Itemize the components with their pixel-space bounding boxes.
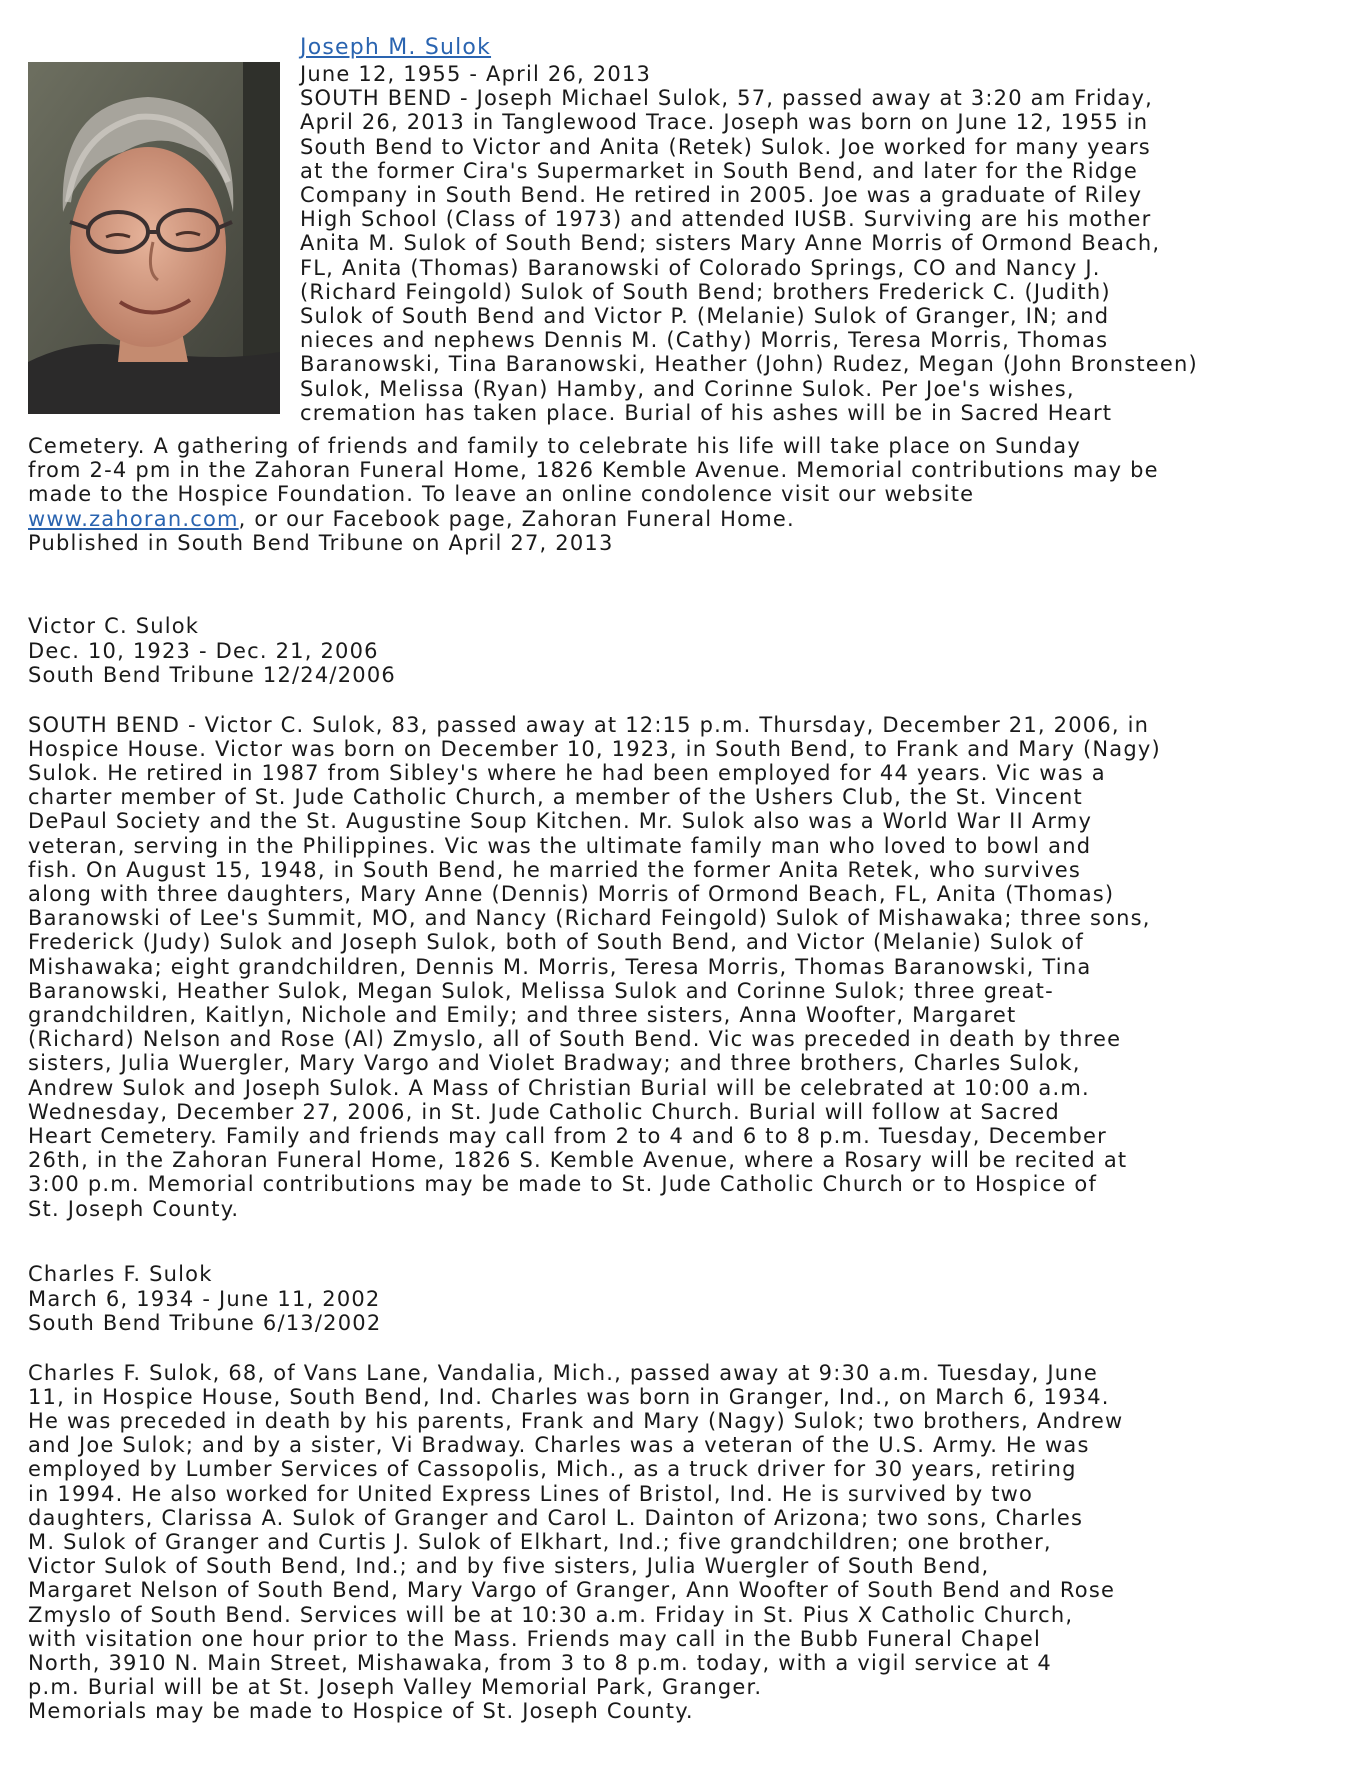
obituary-charles-line: He was preceded in death by his parents, Frank and Mary (Nagy) Sulok; two brothers, Andrew xyxy=(28,1408,1124,1433)
obituary-victor-line: along with three daughters, Mary Anne (Dennis) Morris of Ormond Beach, FL, Anita (Thomas) xyxy=(28,881,1115,906)
obituary-victor-line: Andrew Sulok and Joseph Sulok. A Mass of Christian Burial will be celebrated at 10:00 a.m. xyxy=(28,1075,1090,1100)
obituary-charles-line: p.m. Burial will be at St. Joseph Valley Memorial Park, Granger. xyxy=(28,1675,763,1700)
obituary-victor-line: charter member of St. Jude Catholic Church, a member of the Ushers Club, the St. Vincent xyxy=(28,785,1083,810)
obituary-joseph-line: South Bend to Victor and Anita (Retek) Sulok. Joe worked for many years xyxy=(300,134,1151,159)
obituary-joseph-line: SOUTH BEND - Joseph Michael Sulok, 57, passed away at 3:20 am Friday, xyxy=(300,86,1153,111)
obituary-charles-source: South Bend Tribune 6/13/2002 xyxy=(28,1311,382,1335)
obituary-joseph-line: (Richard Feingold) Sulok of South Bend; brothers Frederick C. (Judith) xyxy=(300,279,1111,304)
obituary-joseph-line: Baranowski, Tina Baranowski, Heather (John) Rudez, Megan (John Bronsteen) xyxy=(300,352,1198,377)
obituary-victor-line: grandchildren, Kaitlyn, Nichole and Emily; and three sisters, Anna Woofter, Margaret xyxy=(28,1002,1017,1027)
obituary-victor-line: Heart Cemetery. Family and friends may call from 2 to 4 and 6 to 8 p.m. Tuesday, December xyxy=(28,1123,1107,1148)
obituary-joseph-line: Sulok of South Bend and Victor P. (Melanie) Sulok of Granger, IN; and xyxy=(300,304,1110,329)
obituary-victor-line: veteran, serving in the Philippines. Vic was the ultimate family man who loved to bowl and xyxy=(28,833,1092,858)
obituary-victor-name: Victor C. Sulok xyxy=(28,614,200,638)
obituary-charles-line: with visitation one hour prior to the Mass. Friends may call in the Bubb Funeral Chapel xyxy=(28,1626,1042,1651)
obituary-victor-line: DePaul Society and the St. Augustine Soup Kitchen. Mr. Sulok also was a World War II Army xyxy=(28,809,1093,834)
obituary-joseph-dates: June 12, 1955 - April 26, 2013 xyxy=(300,62,652,86)
obituary-joseph-header xyxy=(300,34,1340,425)
obituary-victor-line: St. Joseph County. xyxy=(28,1196,240,1221)
obituary-joseph-line: Anita M. Sulok of South Bend; sisters Mary Anne Morris of Ormond Beach, xyxy=(300,231,1161,256)
obituary-joseph-line: nieces and nephews Dennis M. (Cathy) Morris, Teresa Morris, Thomas xyxy=(300,328,1109,353)
obituary-joseph-line: April 26, 2013 in Tanglewood Trace. Joseph was born on June 12, 1955 in xyxy=(300,110,1149,135)
obituary-victor-line: Wednesday, December 27, 2006, in St. Jude Catholic Church. Burial will follow at Sacred xyxy=(28,1099,1060,1124)
obituary-victor-line: fish. On August 15, 1948, in South Bend, he married the former Anita Retek, who survives xyxy=(28,857,1081,882)
portrait-image-icon xyxy=(28,62,280,414)
obituary-joseph-line: from 2-4 pm in the Zahoran Funeral Home, 1826 Kemble Avenue. Memorial contributions may be xyxy=(28,458,1159,483)
obituary-joseph-line: at the former Cira's Supermarket in South Bend, and later for the Ridge xyxy=(300,158,1138,183)
obituary-joseph-continued xyxy=(28,434,1328,555)
obituary-charles-line: 11, in Hospice House, South Bend, Ind. Charles was born in Granger, Ind., on March 6, 1934. xyxy=(28,1384,1110,1409)
obituary-charles-line: and Joe Sulok; and by a sister, Vi Bradway. Charles was a veteran of the U.S. Army. He was xyxy=(28,1433,1090,1458)
obituary-victor-line: 26th, in the Zahoran Funeral Home, 1826 S. Kemble Avenue, where a Rosary will be recited at xyxy=(28,1148,1128,1173)
obituary-victor-line: Baranowski, Heather Sulok, Megan Sulok, Melissa Sulok and Corinne Sulok; three great- xyxy=(28,978,1054,1003)
obituary-charles-line: Victor Sulok of South Bend, Ind.; and by five sisters, Julia Wuergler of South Bend, xyxy=(28,1554,990,1579)
obituary-joseph-line: made to the Hospice Foundation. To leave an online condolence visit our website xyxy=(28,482,975,507)
obituary-charles-line: North, 3910 N. Main Street, Mishawaka, from 3 to 8 p.m. today, with a vigil service at 4 xyxy=(28,1650,1052,1675)
obituary-victor-dates: Dec. 10, 1923 - Dec. 21, 2006 xyxy=(28,638,379,663)
obituary-victor-line: 3:00 p.m. Memorial contributions may be made to St. Jude Catholic Church or to Hospice of xyxy=(28,1172,1098,1197)
obituary-victor-line: SOUTH BEND - Victor C. Sulok, 83, passed away at 12:15 p.m. Thursday, December 21, 2006, in xyxy=(28,712,1150,737)
obituary-joseph-line: Sulok, Melissa (Ryan) Hamby, and Corinne Sulok. Per Joe's wishes, xyxy=(300,376,1075,401)
zahoran-website-link[interactable]: www.zahoran.com xyxy=(28,506,239,531)
obituary-charles xyxy=(28,1262,1328,1724)
link-tail-text: , or our Facebook page, Zahoran Funeral Home. xyxy=(238,506,795,531)
obituary-charles-line: Zmyslo of South Bend. Services will be at 10:30 a.m. Friday in St. Pius X Catholic Church, xyxy=(28,1602,1074,1627)
obituary-victor-line: Frederick (Judy) Sulok and Joseph Sulok, both of South Bend, and Victor (Melanie) Sulok of xyxy=(28,930,1084,955)
obituary-charles-line: Charles F. Sulok, 68, of Vans Lane, Vandalia, Mich., passed away at 9:30 a.m. Tuesday, June xyxy=(28,1360,1098,1385)
portrait-photo xyxy=(28,62,280,414)
obituary-joseph-line: cremation has taken place. Burial of his ashes will be in Sacred Heart xyxy=(300,400,1113,425)
obituary-charles-line: Margaret Nelson of South Bend, Mary Vargo of Granger, Ann Woofter of South Bend and Rose xyxy=(28,1578,1116,1603)
obituary-charles-line: Memorials may be made to Hospice of St. Joseph County. xyxy=(28,1699,694,1724)
obituary-charles-dates: March 6, 1934 - June 11, 2002 xyxy=(28,1286,381,1311)
obituary-joseph-name-link[interactable]: Joseph M. Sulok xyxy=(300,35,492,60)
obituary-victor-line: sisters, Julia Wuergler, Mary Vargo and Violet Bradway; and three brothers, Charles Sulok, xyxy=(28,1051,1081,1076)
obituary-charles-body xyxy=(28,1361,1328,1724)
obituary-charles-name: Charles F. Sulok xyxy=(28,1262,213,1286)
obituary-victor-line: Baranowski of Lee's Summit, MO, and Nancy (Richard Feingold) Sulok of Mishawaka; three sons, xyxy=(28,906,1151,931)
obituary-victor-line: Sulok. He retired in 1987 from Sibley's where he had been employed for 44 years. Vic was a xyxy=(28,760,1106,785)
obituary-victor-body xyxy=(28,713,1328,1221)
obituary-victor-line: Mishawaka; eight grandchildren, Dennis M. Morris, Teresa Morris, Thomas Baranowski, Tina xyxy=(28,954,1092,979)
obituary-joseph-line: FL, Anita (Thomas) Baranowski of Colorado Springs, CO and Nancy J. xyxy=(300,255,1101,280)
obituary-victor-line: (Richard) Nelson and Rose (Al) Zmyslo, all of South Bend. Vic was preceded in death by three xyxy=(28,1027,1122,1052)
obituary-victor-source: South Bend Tribune 12/24/2006 xyxy=(28,663,396,687)
obituary-joseph-line: High School (Class of 1973) and attended IUSB. Surviving are his mother xyxy=(300,207,1152,232)
obituary-charles-line: daughters, Clarissa A. Sulok of Granger and Carol L. Dainton of Arizona; two sons, Charles xyxy=(28,1505,1084,1530)
obituary-joseph-link-line xyxy=(28,507,1328,531)
obituary-joseph-line: Cemetery. A gathering of friends and family to celebrate his life will take place on Sunday xyxy=(28,434,1081,458)
obituary-victor-line: Hospice House. Victor was born on December 10, 1923, in South Bend, to Frank and Mary (Nagy) xyxy=(28,736,1161,761)
obituary-charles-line: in 1994. He also worked for United Express Lines of Bristol, Ind. He is survived by two xyxy=(28,1481,1034,1506)
obituary-charles-line: employed by Lumber Services of Cassopolis, Mich., as a truck driver for 30 years, retiring xyxy=(28,1457,1077,1482)
obituary-joseph-published: Published in South Bend Tribune on April 27, 2013 xyxy=(28,530,614,555)
obituary-charles-line: M. Sulok of Granger and Curtis J. Sulok of Elkhart, Ind.; five grandchildren; one brother, xyxy=(28,1529,1052,1554)
obituary-joseph-line: Company in South Bend. He retired in 2005. Joe was a graduate of Riley xyxy=(300,183,1143,208)
obituary-victor xyxy=(28,614,1328,1221)
